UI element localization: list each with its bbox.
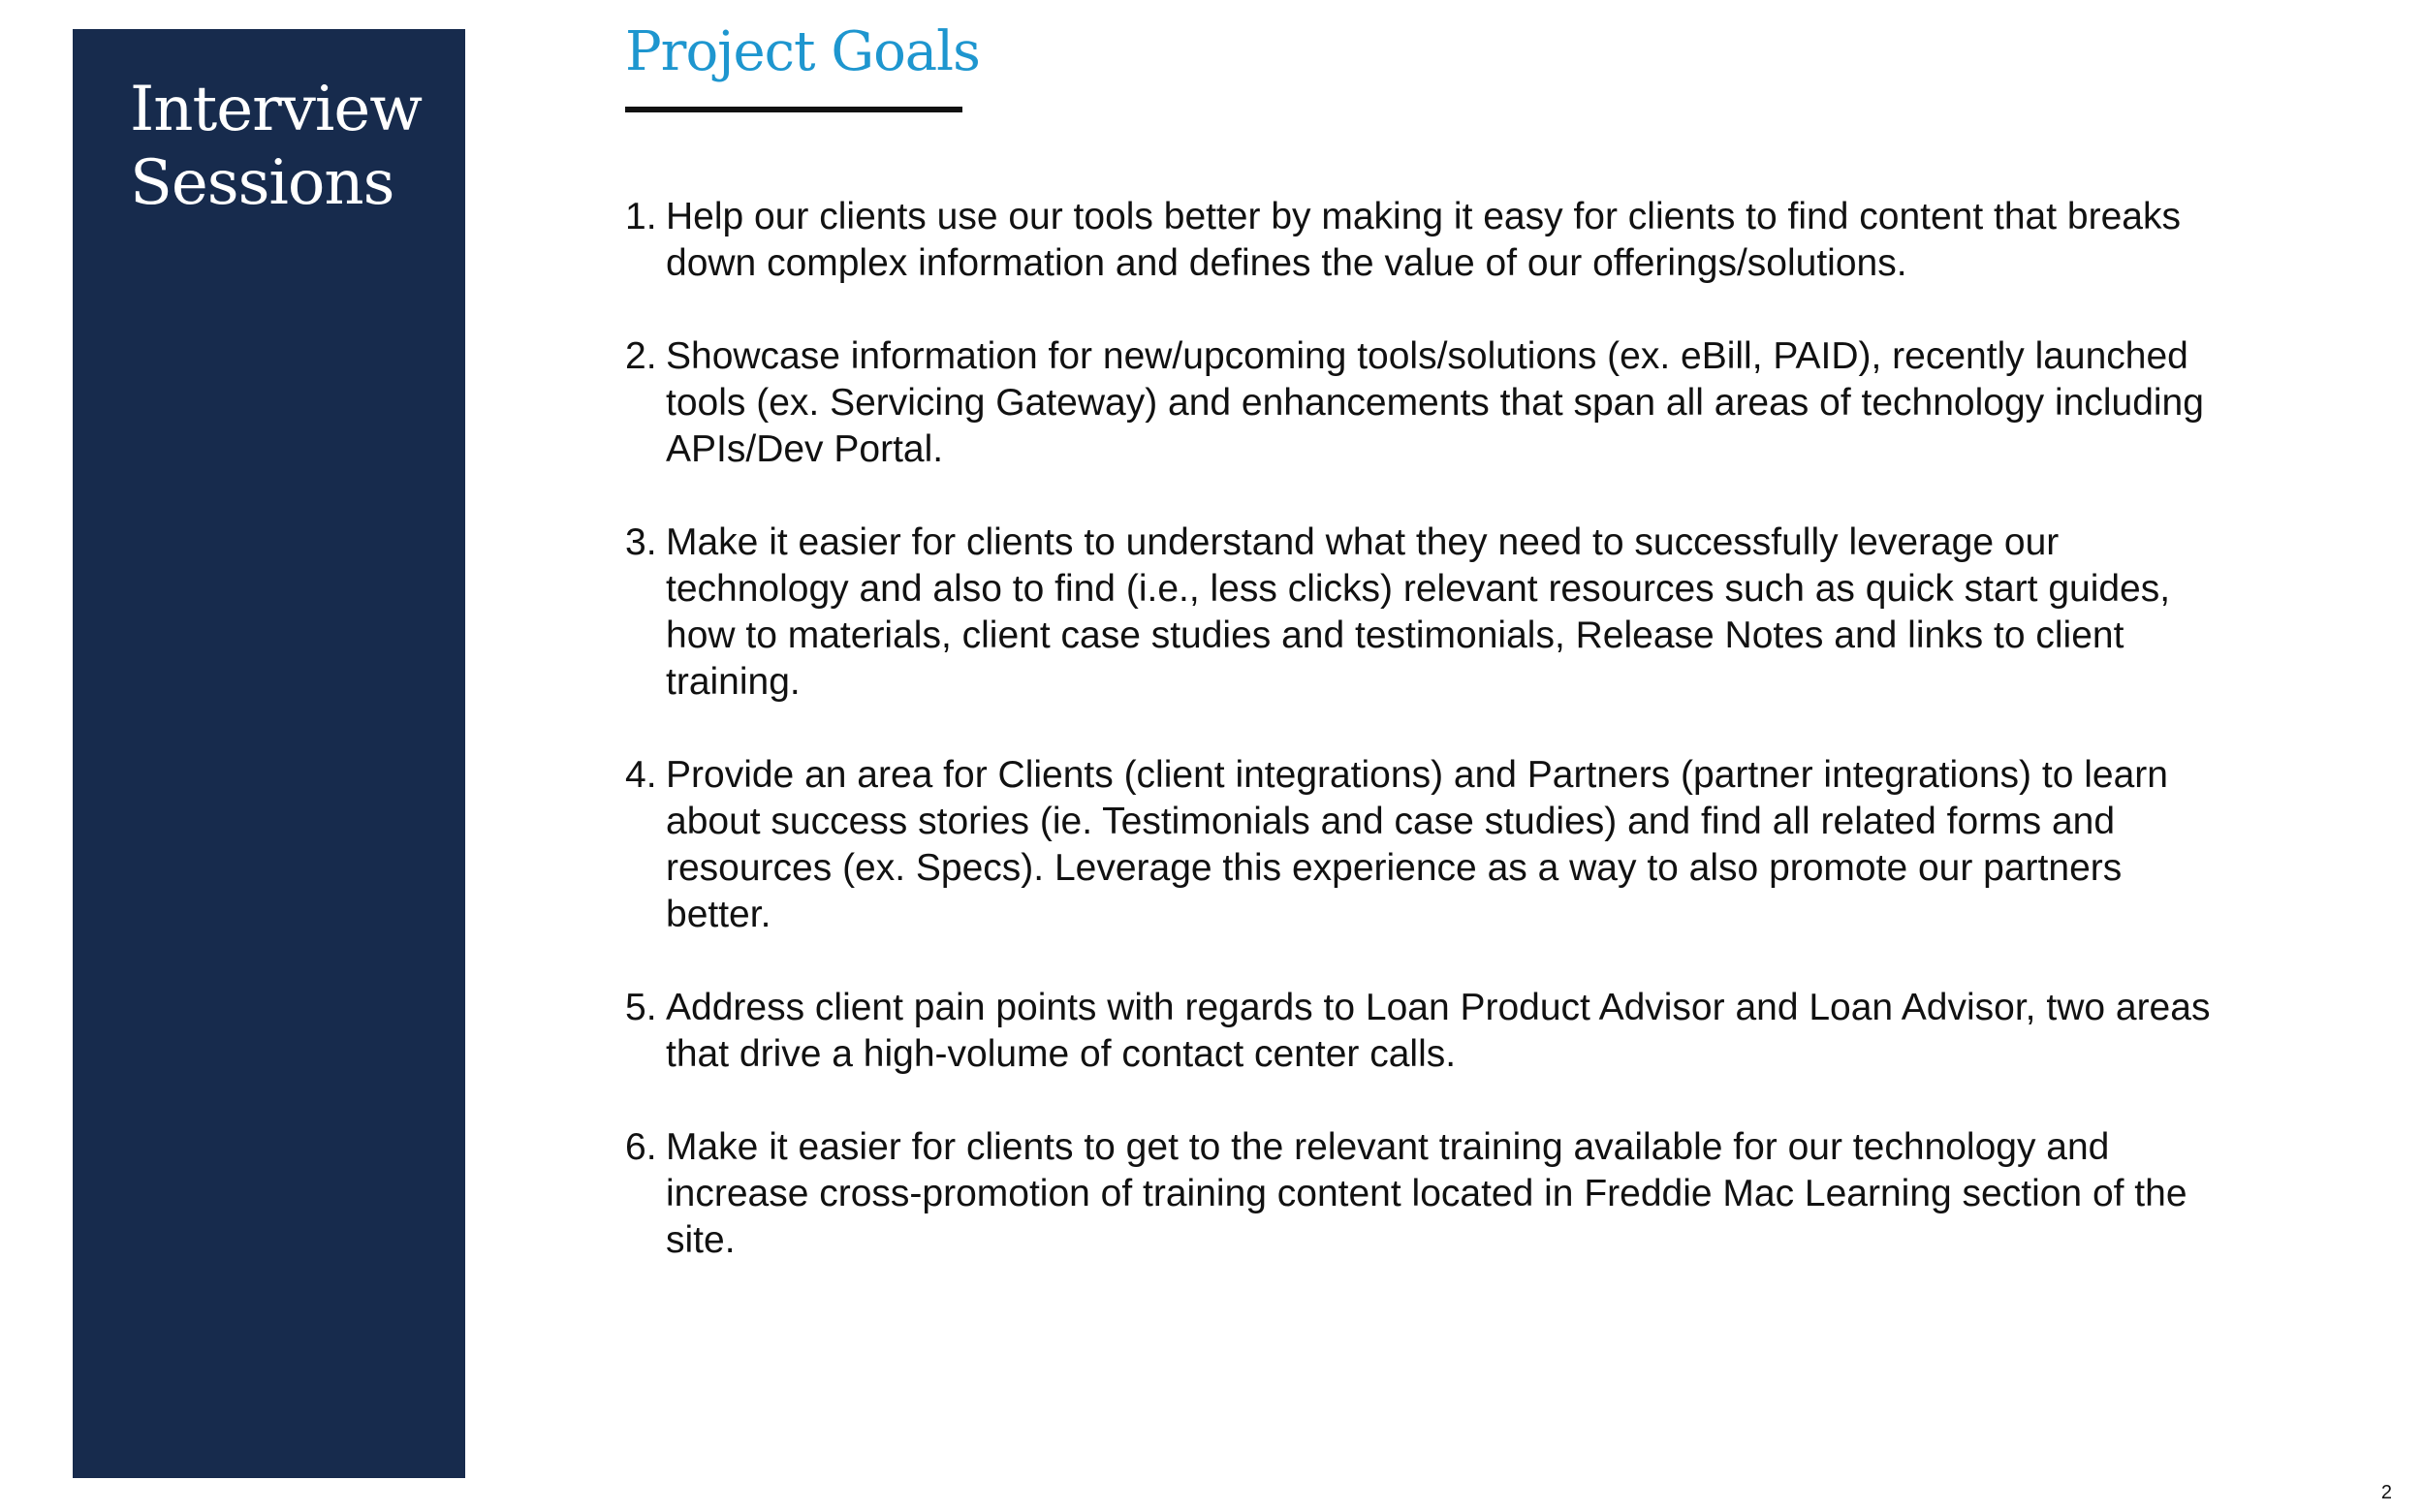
sidebar-panel — [73, 29, 465, 1478]
goal-text: Help our clients use our tools better by making it easy for clients to find content that breaks down complex information and defines the value of our offerings/solutions. — [666, 196, 2181, 284]
page-number: 2 — [2380, 1482, 2392, 1503]
goals-list — [625, 194, 2234, 1310]
goal-item — [625, 985, 2234, 1078]
goal-number: 4. — [625, 754, 657, 796]
goal-item — [625, 1124, 2234, 1264]
goal-number: 6. — [625, 1126, 657, 1168]
goal-number: 3. — [625, 521, 657, 563]
title-underline — [625, 107, 962, 112]
goal-item — [625, 752, 2234, 938]
goal-item — [625, 333, 2234, 473]
goal-text: Make it easier for clients to get to the relevant training available for our technology and increase cross-promotion of training content located in Freddie Mac Learning section of the site. — [666, 1126, 2187, 1261]
goal-text: Showcase information for new/upcoming tools/solutions (ex. eBill, PAID), recently launched tools (ex. Servicing Gateway) and enhancements that span all areas of technology including APIs/Dev Portal. — [666, 335, 2204, 470]
goal-text: Make it easier for clients to understand what they need to successfully leverage our technology and also to find (i.e., less clicks) relevant resources such as quick start guides, how to materials, client case studies and testimonials, Release Notes and links to client training. — [666, 521, 2171, 703]
goal-text: Provide an area for Clients (client integrations) and Partners (partner integrations) to learn about success stories (ie. Testimonials and case studies) and find all related forms and resources (ex. Specs). Leverage this experience as a way to also promote our partners better. — [666, 754, 2168, 935]
goal-number: 5. — [625, 987, 657, 1028]
goal-item — [625, 194, 2234, 287]
goal-item — [625, 520, 2234, 706]
goal-text: Address client pain points with regards to Loan Product Advisor and Loan Advisor, two areas that drive a high-volume of contact center calls. — [666, 987, 2211, 1075]
sidebar-title: Interview Sessions — [130, 74, 422, 219]
goal-number: 2. — [625, 335, 657, 377]
page-title: Project Goals — [625, 20, 980, 83]
goal-number: 1. — [625, 196, 657, 237]
